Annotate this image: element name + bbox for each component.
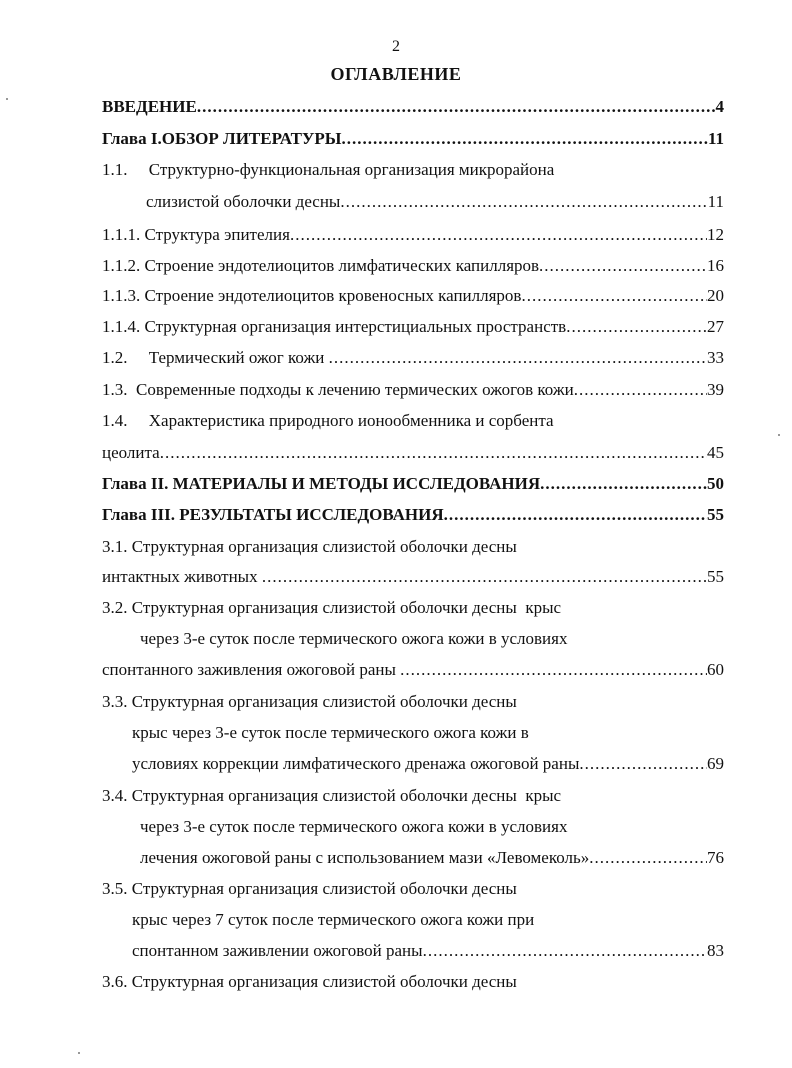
toc-entry-text: 1.1.4. Структурная организация интерстициальных пространств bbox=[102, 317, 567, 336]
toc-entry-3-3-cont[interactable] bbox=[132, 723, 724, 745]
toc-entry-text: через 3-е суток после термического ожога кожи в условиях bbox=[140, 817, 568, 836]
toc-entry-3-4-cont2[interactable] bbox=[140, 848, 724, 870]
toc-entry-text: 1.1.1. Структура эпителия bbox=[102, 225, 290, 244]
toc-entry-text: крыс через 3-е суток после термического ожога кожи в bbox=[132, 723, 529, 742]
toc-entry-3-4[interactable] bbox=[102, 786, 724, 808]
toc-leader bbox=[589, 848, 707, 868]
toc-entry-text: 1.2. Термический ожог кожи bbox=[102, 348, 329, 367]
toc-entry-3-3-cont2[interactable] bbox=[132, 754, 724, 776]
toc-entry-text: 3.6. Структурная организация слизистой оболочки десны bbox=[102, 972, 517, 991]
toc-entry-3-6[interactable] bbox=[102, 972, 724, 994]
toc-entry-text: лечения ожоговой раны с использованием мази «Левомеколь» bbox=[140, 848, 590, 867]
scan-speck bbox=[78, 1052, 80, 1054]
toc-entry-3-5-cont2[interactable] bbox=[132, 941, 724, 963]
toc-leader bbox=[197, 97, 716, 117]
toc-entry-text: 3.1. Структурная организация слизистой оболочки десны bbox=[102, 537, 517, 556]
toc-page-number: 55 bbox=[707, 505, 724, 524]
scan-speck bbox=[6, 98, 8, 100]
toc-page-number: 11 bbox=[707, 192, 724, 211]
toc-entry-1-4-cont[interactable] bbox=[102, 443, 724, 465]
toc-entry-3-1[interactable] bbox=[102, 537, 724, 559]
toc-entry-text: крыс через 7 суток после термического ожога кожи при bbox=[132, 910, 535, 929]
toc-entry-text: 1.3. Современные подходы к лечению термических ожогов кожи bbox=[102, 380, 574, 399]
toc-entry-chapter-1[interactable] bbox=[102, 129, 724, 151]
toc-entry-1-2[interactable] bbox=[102, 348, 724, 370]
scan-speck bbox=[778, 434, 780, 436]
toc-entry-1-3[interactable] bbox=[102, 380, 724, 402]
toc-entry-1-4[interactable] bbox=[102, 411, 724, 433]
toc-page-number: 83 bbox=[707, 941, 724, 960]
toc-page-number: 60 bbox=[707, 660, 724, 679]
toc-entry-introduction[interactable] bbox=[102, 97, 724, 119]
page-title: ОГЛАВЛЕНИЕ bbox=[330, 64, 462, 84]
toc-page-number: 20 bbox=[707, 286, 724, 305]
toc-entry-3-1-cont[interactable] bbox=[102, 567, 724, 589]
toc-page-number: 16 bbox=[707, 256, 724, 275]
toc-page-number: 50 bbox=[707, 474, 724, 493]
toc-entry-text: 1.1.3. Строение эндотелиоцитов кровеносных капилляров bbox=[102, 286, 522, 305]
toc-leader bbox=[341, 129, 707, 149]
toc-leader bbox=[521, 286, 707, 306]
toc-leader bbox=[444, 505, 707, 525]
toc-entry-text: интактных животных bbox=[102, 567, 262, 586]
toc-page-number: 33 bbox=[707, 348, 724, 367]
toc-page-number: 39 bbox=[707, 380, 724, 399]
toc-leader bbox=[579, 754, 707, 774]
toc-leader bbox=[262, 567, 707, 587]
toc-entry-1-1[interactable] bbox=[102, 160, 724, 182]
toc-entry-text: Глава II. МАТЕРИАЛЫ И МЕТОДЫ ИССЛЕДОВАНИЯ bbox=[102, 474, 541, 493]
toc-entry-text: 3.4. Структурная организация слизистой оболочки десны крыс bbox=[102, 786, 562, 805]
toc-entry-3-2[interactable] bbox=[102, 598, 724, 620]
toc-page-number: 69 bbox=[707, 754, 724, 773]
toc-entry-3-2-cont[interactable] bbox=[140, 629, 724, 651]
toc-entry-text: спонтанном заживлении ожоговой раны bbox=[132, 941, 423, 960]
toc-leader bbox=[574, 380, 707, 400]
toc-leader bbox=[160, 443, 707, 463]
toc-page-number: 11 bbox=[707, 129, 724, 148]
toc-entry-text: через 3-е суток после термического ожога кожи в условиях bbox=[140, 629, 568, 648]
toc-leader bbox=[566, 317, 707, 337]
toc-leader bbox=[423, 941, 707, 961]
toc-entry-text: 1.4. Характеристика природного ионообменника и сорбента bbox=[102, 411, 554, 430]
toc-page-number: 76 bbox=[707, 848, 724, 867]
toc-entry-3-3[interactable] bbox=[102, 692, 724, 714]
toc-entry-text: 3.3. Структурная организация слизистой оболочки десны bbox=[102, 692, 517, 711]
toc-entry-3-5[interactable] bbox=[102, 879, 724, 901]
toc-entry-text: спонтанного заживления ожоговой раны bbox=[102, 660, 401, 679]
toc-entry-text: Глава I.ОБЗОР ЛИТЕРАТУРЫ bbox=[102, 129, 342, 148]
toc-entry-chapter-3[interactable] bbox=[102, 505, 724, 527]
toc-entry-1-1-2[interactable] bbox=[102, 256, 724, 278]
toc-entry-text: слизистой оболочки десны bbox=[146, 192, 341, 211]
toc-entry-1-1-cont[interactable] bbox=[146, 192, 724, 214]
toc-page-number: 12 bbox=[707, 225, 724, 244]
page-number: 2 bbox=[392, 38, 400, 55]
toc-entry-1-1-3[interactable] bbox=[102, 286, 724, 308]
toc-leader bbox=[340, 192, 707, 212]
toc-entry-text: условиях коррекции лимфатического дренажа ожоговой раны bbox=[132, 754, 580, 773]
toc-entry-text: Глава III. РЕЗУЛЬТАТЫ ИССЛЕДОВАНИЯ bbox=[102, 505, 444, 524]
toc-entry-1-1-1[interactable] bbox=[102, 225, 724, 247]
toc-entry-3-2-cont2[interactable] bbox=[102, 660, 724, 682]
toc-entry-text: 1.1.2. Строение эндотелиоцитов лимфатических капилляров bbox=[102, 256, 540, 275]
toc-entry-3-5-cont[interactable] bbox=[132, 910, 724, 932]
toc-leader bbox=[400, 660, 707, 680]
toc-leader bbox=[329, 348, 707, 368]
toc-entry-1-1-4[interactable] bbox=[102, 317, 724, 339]
toc-entry-text: ВВЕДЕНИЕ bbox=[102, 97, 197, 116]
toc-entry-text: 1.1. Структурно-функциональная организация микрорайона bbox=[102, 160, 555, 179]
toc-leader bbox=[290, 225, 707, 245]
toc-page-number: 55 bbox=[707, 567, 724, 586]
toc-page-number: 4 bbox=[715, 97, 724, 116]
toc-leader bbox=[540, 474, 707, 494]
toc-entry-text: 3.5. Структурная организация слизистой оболочки десны bbox=[102, 879, 517, 898]
toc-entry-chapter-2[interactable] bbox=[102, 474, 724, 496]
toc-page-number: 27 bbox=[707, 317, 724, 336]
toc-entry-text: 3.2. Структурная организация слизистой оболочки десны крыс bbox=[102, 598, 562, 617]
toc-page-number: 45 bbox=[707, 443, 724, 462]
toc-entry-text: цеолита bbox=[102, 443, 160, 462]
toc-leader bbox=[539, 256, 707, 276]
toc-entry-3-4-cont[interactable] bbox=[140, 817, 724, 839]
